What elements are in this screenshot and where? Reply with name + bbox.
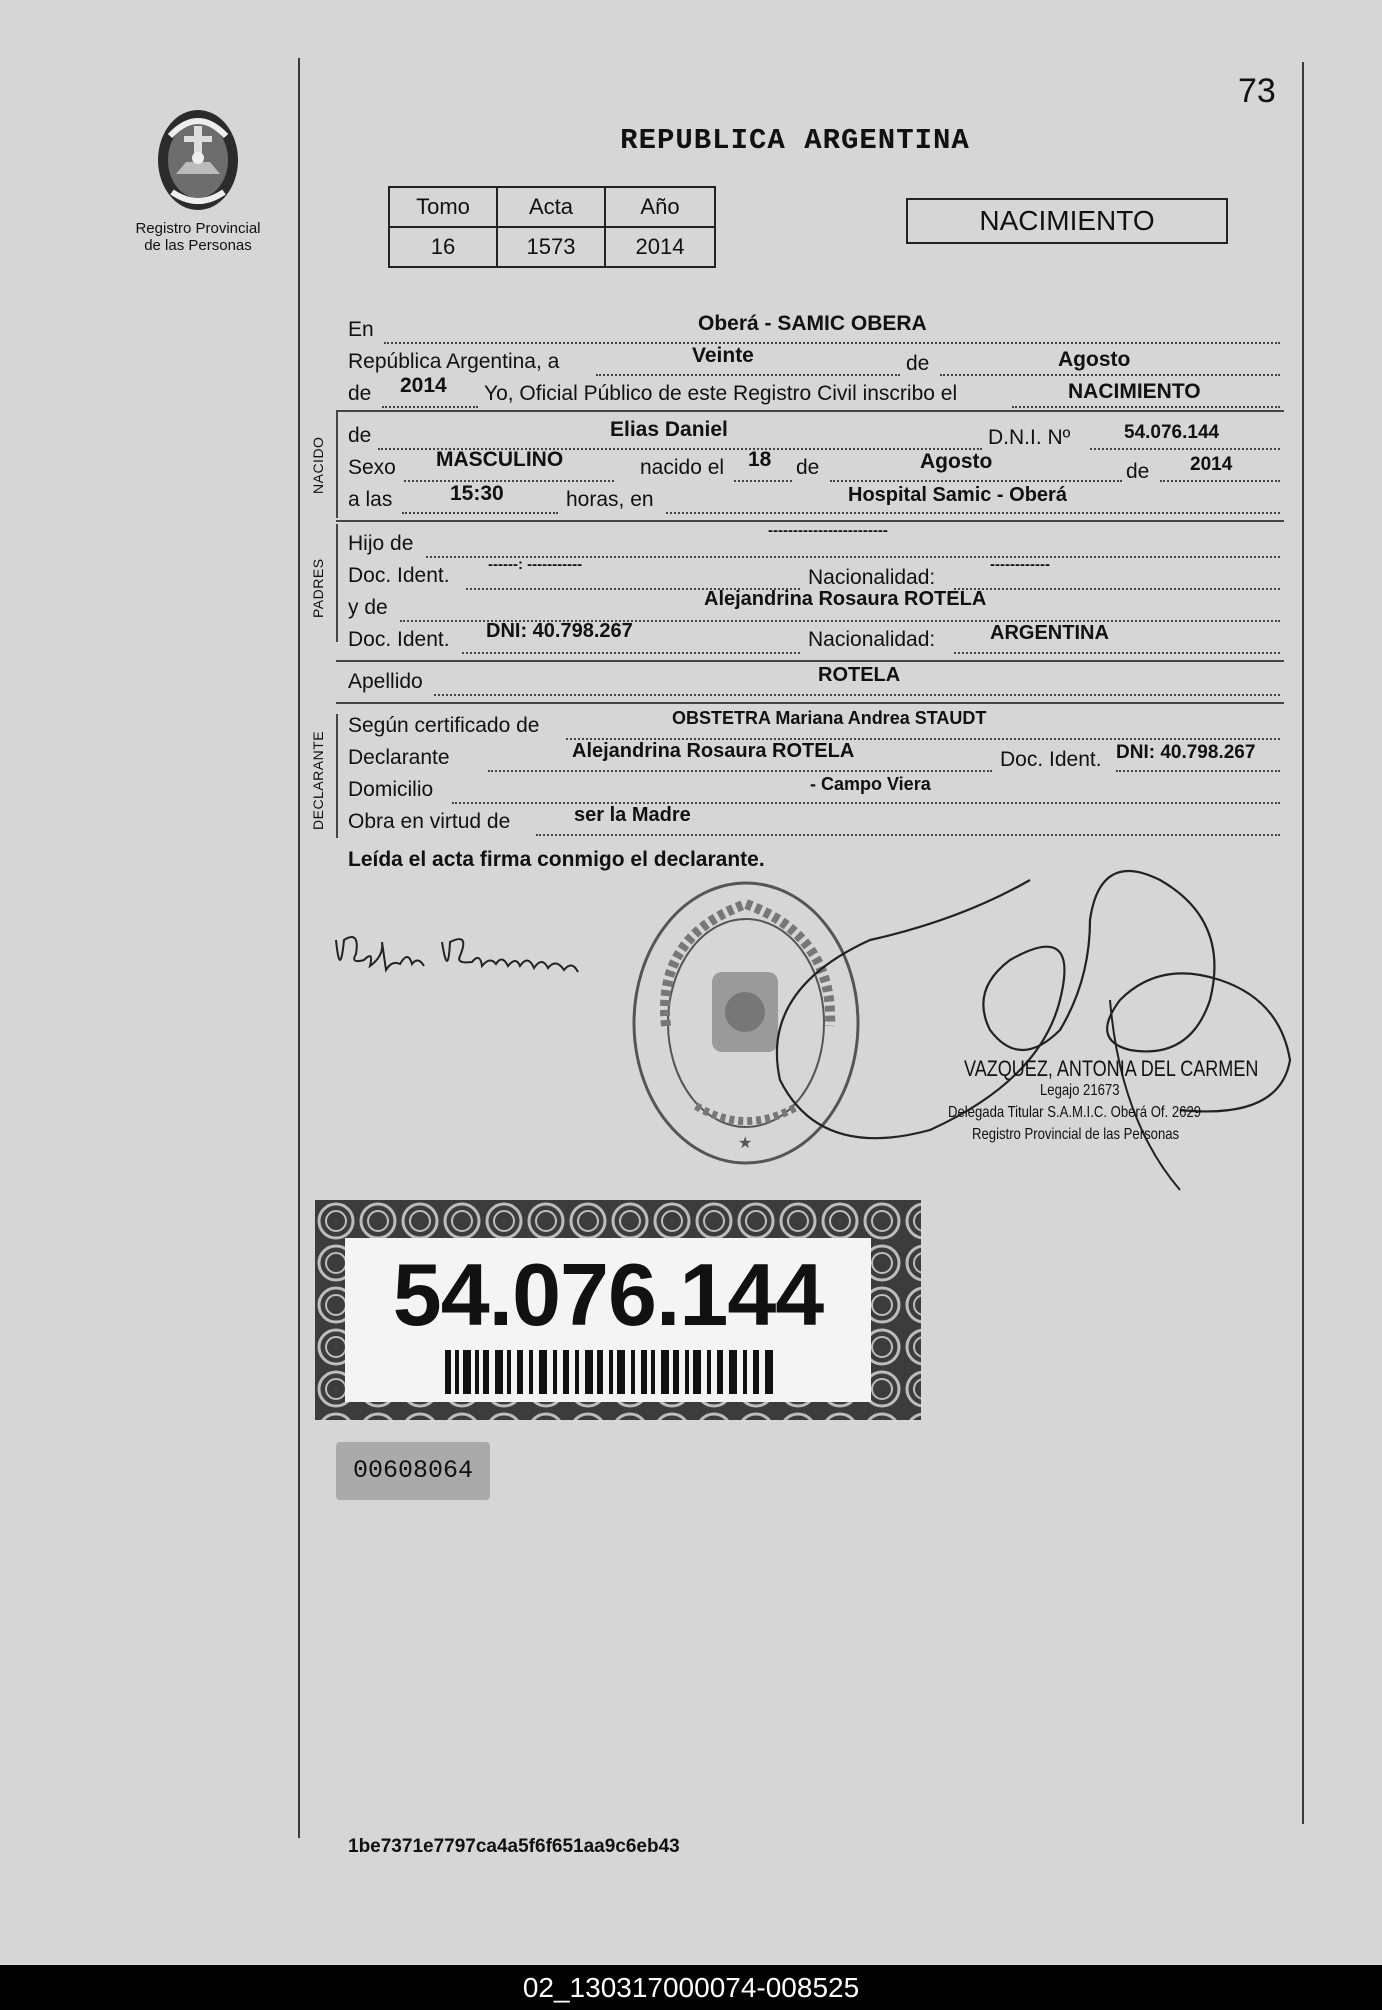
mes-nac-value: Agosto (920, 450, 993, 473)
certificado-value: OBSTETRA Mariana Andrea STAUDT (672, 708, 987, 728)
mes-value: Agosto (1058, 348, 1131, 371)
doc-madre-label: Doc. Ident. (348, 628, 450, 651)
declarante-signature (330, 920, 600, 1000)
misiones-seal-icon (150, 100, 246, 220)
official-name: VAZQUEZ, ANTONIA DEL CARMEN (964, 1056, 1259, 1081)
dotted-line (404, 480, 614, 482)
padre-doc-value: ------: ----------- (488, 556, 583, 573)
dotted-line (536, 834, 1280, 836)
official-title: Delegada Titular S.A.M.I.C. Oberá Of. 2629 (948, 1104, 1202, 1121)
document-hash: 1be7371e7797ca4a5f6f651aa9c6eb43 (348, 1836, 680, 1857)
section-bracket (336, 412, 338, 518)
dotted-line (940, 374, 1280, 376)
doc-declarante-label: Doc. Ident. (1000, 748, 1102, 771)
registry-line-1: Registro Provincial (135, 220, 261, 237)
a-las-label: a las (348, 488, 393, 511)
page-number: 73 (1238, 72, 1276, 110)
dotted-line (1160, 480, 1280, 482)
doc-padre-label: Doc. Ident. (348, 564, 450, 587)
anio-value: 2014 (605, 227, 715, 267)
de-label-3: de (1126, 460, 1150, 483)
province-logo (118, 100, 278, 280)
barcode-label (315, 1200, 921, 1420)
closing-statement: Leída el acta firma conmigo el declarante. (348, 848, 765, 871)
nacido-section-label: NACIDO (310, 436, 326, 494)
line-republica (348, 348, 559, 376)
dotted-line (462, 652, 800, 654)
dotted-line (954, 588, 1280, 590)
de-label-1: de (906, 352, 930, 375)
dia-texto-value: Veinte (692, 344, 754, 367)
left-margin-line (298, 58, 300, 1838)
madre-nac-value: ARGENTINA (990, 622, 1109, 644)
control-number: 00608064 (336, 1442, 490, 1500)
section-rule (336, 702, 1284, 704)
inscribo-label: Yo, Oficial Público de este Registro Civil inscribo el (484, 382, 958, 405)
page-title: REPUBLICA ARGENTINA (620, 124, 970, 157)
dotted-line (434, 694, 1280, 696)
official-signature (760, 860, 1340, 1200)
record-type-box: NACIMIENTO (906, 198, 1228, 244)
line-en (348, 316, 374, 344)
dotted-line (382, 406, 478, 408)
nacido-el-label: nacido el (640, 456, 725, 479)
tomo-label: Tomo (389, 187, 497, 227)
dni-value: 54.076.144 (1124, 422, 1220, 443)
dotted-line (596, 374, 900, 376)
dotted-line (1090, 448, 1280, 450)
official-legajo: Legajo 21673 (1040, 1082, 1120, 1099)
scan-footer: 02_130317000074-008525 (0, 1965, 1382, 2010)
barcode-number: 54.076.144 (392, 1245, 824, 1344)
sexo-label: Sexo (348, 456, 396, 479)
padre-value: ------------------------ (768, 522, 888, 539)
doc-declarante-value: DNI: 40.798.267 (1116, 742, 1256, 763)
acta-value: 1573 (497, 227, 605, 267)
declarante-label: Declarante (348, 746, 450, 769)
line-inscribo (348, 380, 371, 408)
anio-nac-value: 2014 (1190, 454, 1233, 475)
tomo-acta-anio-table (388, 186, 716, 268)
padres-section-label: PADRES (310, 558, 326, 618)
registry-line-2: de las Personas (144, 237, 252, 254)
y-de-label: y de (348, 596, 388, 619)
certificado-label: Según certificado de (348, 714, 540, 737)
svg-text:★: ★ (738, 1135, 753, 1152)
domicilio-value: - Campo Viera (810, 774, 931, 794)
acta-label: Acta (497, 187, 605, 227)
declarante-value: Alejandrina Rosaura ROTELA (572, 740, 855, 762)
anio-acta-value: 2014 (400, 374, 447, 397)
tomo-value: 16 (389, 227, 497, 267)
nac-padre-label: Nacionalidad: (808, 566, 936, 589)
apellido-label: Apellido (348, 670, 423, 693)
apellido-value: ROTELA (818, 664, 901, 686)
nac-madre-label: Nacionalidad: (808, 628, 936, 651)
barcode-bars (445, 1350, 775, 1394)
horas-en-label: horas, en (566, 488, 654, 511)
dia-value: 18 (748, 448, 772, 471)
declarante-section-label: DECLARANTE (310, 730, 326, 830)
dotted-line (402, 512, 558, 514)
section-rule (336, 410, 1284, 412)
obra-value: ser la Madre (574, 804, 691, 826)
dotted-line (384, 342, 1280, 344)
domicilio-label: Domicilio (348, 778, 434, 801)
lugar-value: Oberá - SAMIC OBERA (698, 312, 927, 335)
anio-label-de: de (348, 382, 372, 405)
dotted-line (1012, 406, 1280, 408)
dotted-line (830, 480, 1122, 482)
hijo-de-label: Hijo de (348, 532, 414, 555)
dotted-line (666, 512, 1280, 514)
nacido-de-label: de (348, 424, 372, 447)
sexo-value: MASCULINO (436, 448, 564, 471)
dotted-line (1116, 770, 1280, 772)
en-label: En (348, 318, 374, 341)
republica-label: República Argentina, a (348, 350, 560, 373)
barcode-panel (345, 1238, 871, 1402)
madre-doc-value: DNI: 40.798.267 (486, 620, 633, 642)
nombre-value: Elias Daniel (610, 418, 728, 441)
obra-label: Obra en virtud de (348, 810, 511, 833)
dotted-line (488, 770, 992, 772)
dotted-line (954, 652, 1280, 654)
inscribo-value: NACIMIENTO (1068, 380, 1201, 403)
section-bracket (336, 524, 338, 642)
dotted-line (734, 480, 792, 482)
hora-value: 15:30 (450, 482, 504, 505)
anio-label: Año (605, 187, 715, 227)
madre-value: Alejandrina Rosaura ROTELA (704, 588, 987, 610)
section-rule (336, 660, 1284, 662)
dni-label: D.N.I. Nº (988, 426, 1071, 449)
section-bracket (336, 714, 338, 838)
padre-nac-value: ------------ (990, 556, 1050, 573)
de-label-2: de (796, 456, 820, 479)
lugar-nac-value: Hospital Samic - Oberá (848, 484, 1067, 506)
official-registry: Registro Provincial de las Personas (972, 1126, 1180, 1143)
